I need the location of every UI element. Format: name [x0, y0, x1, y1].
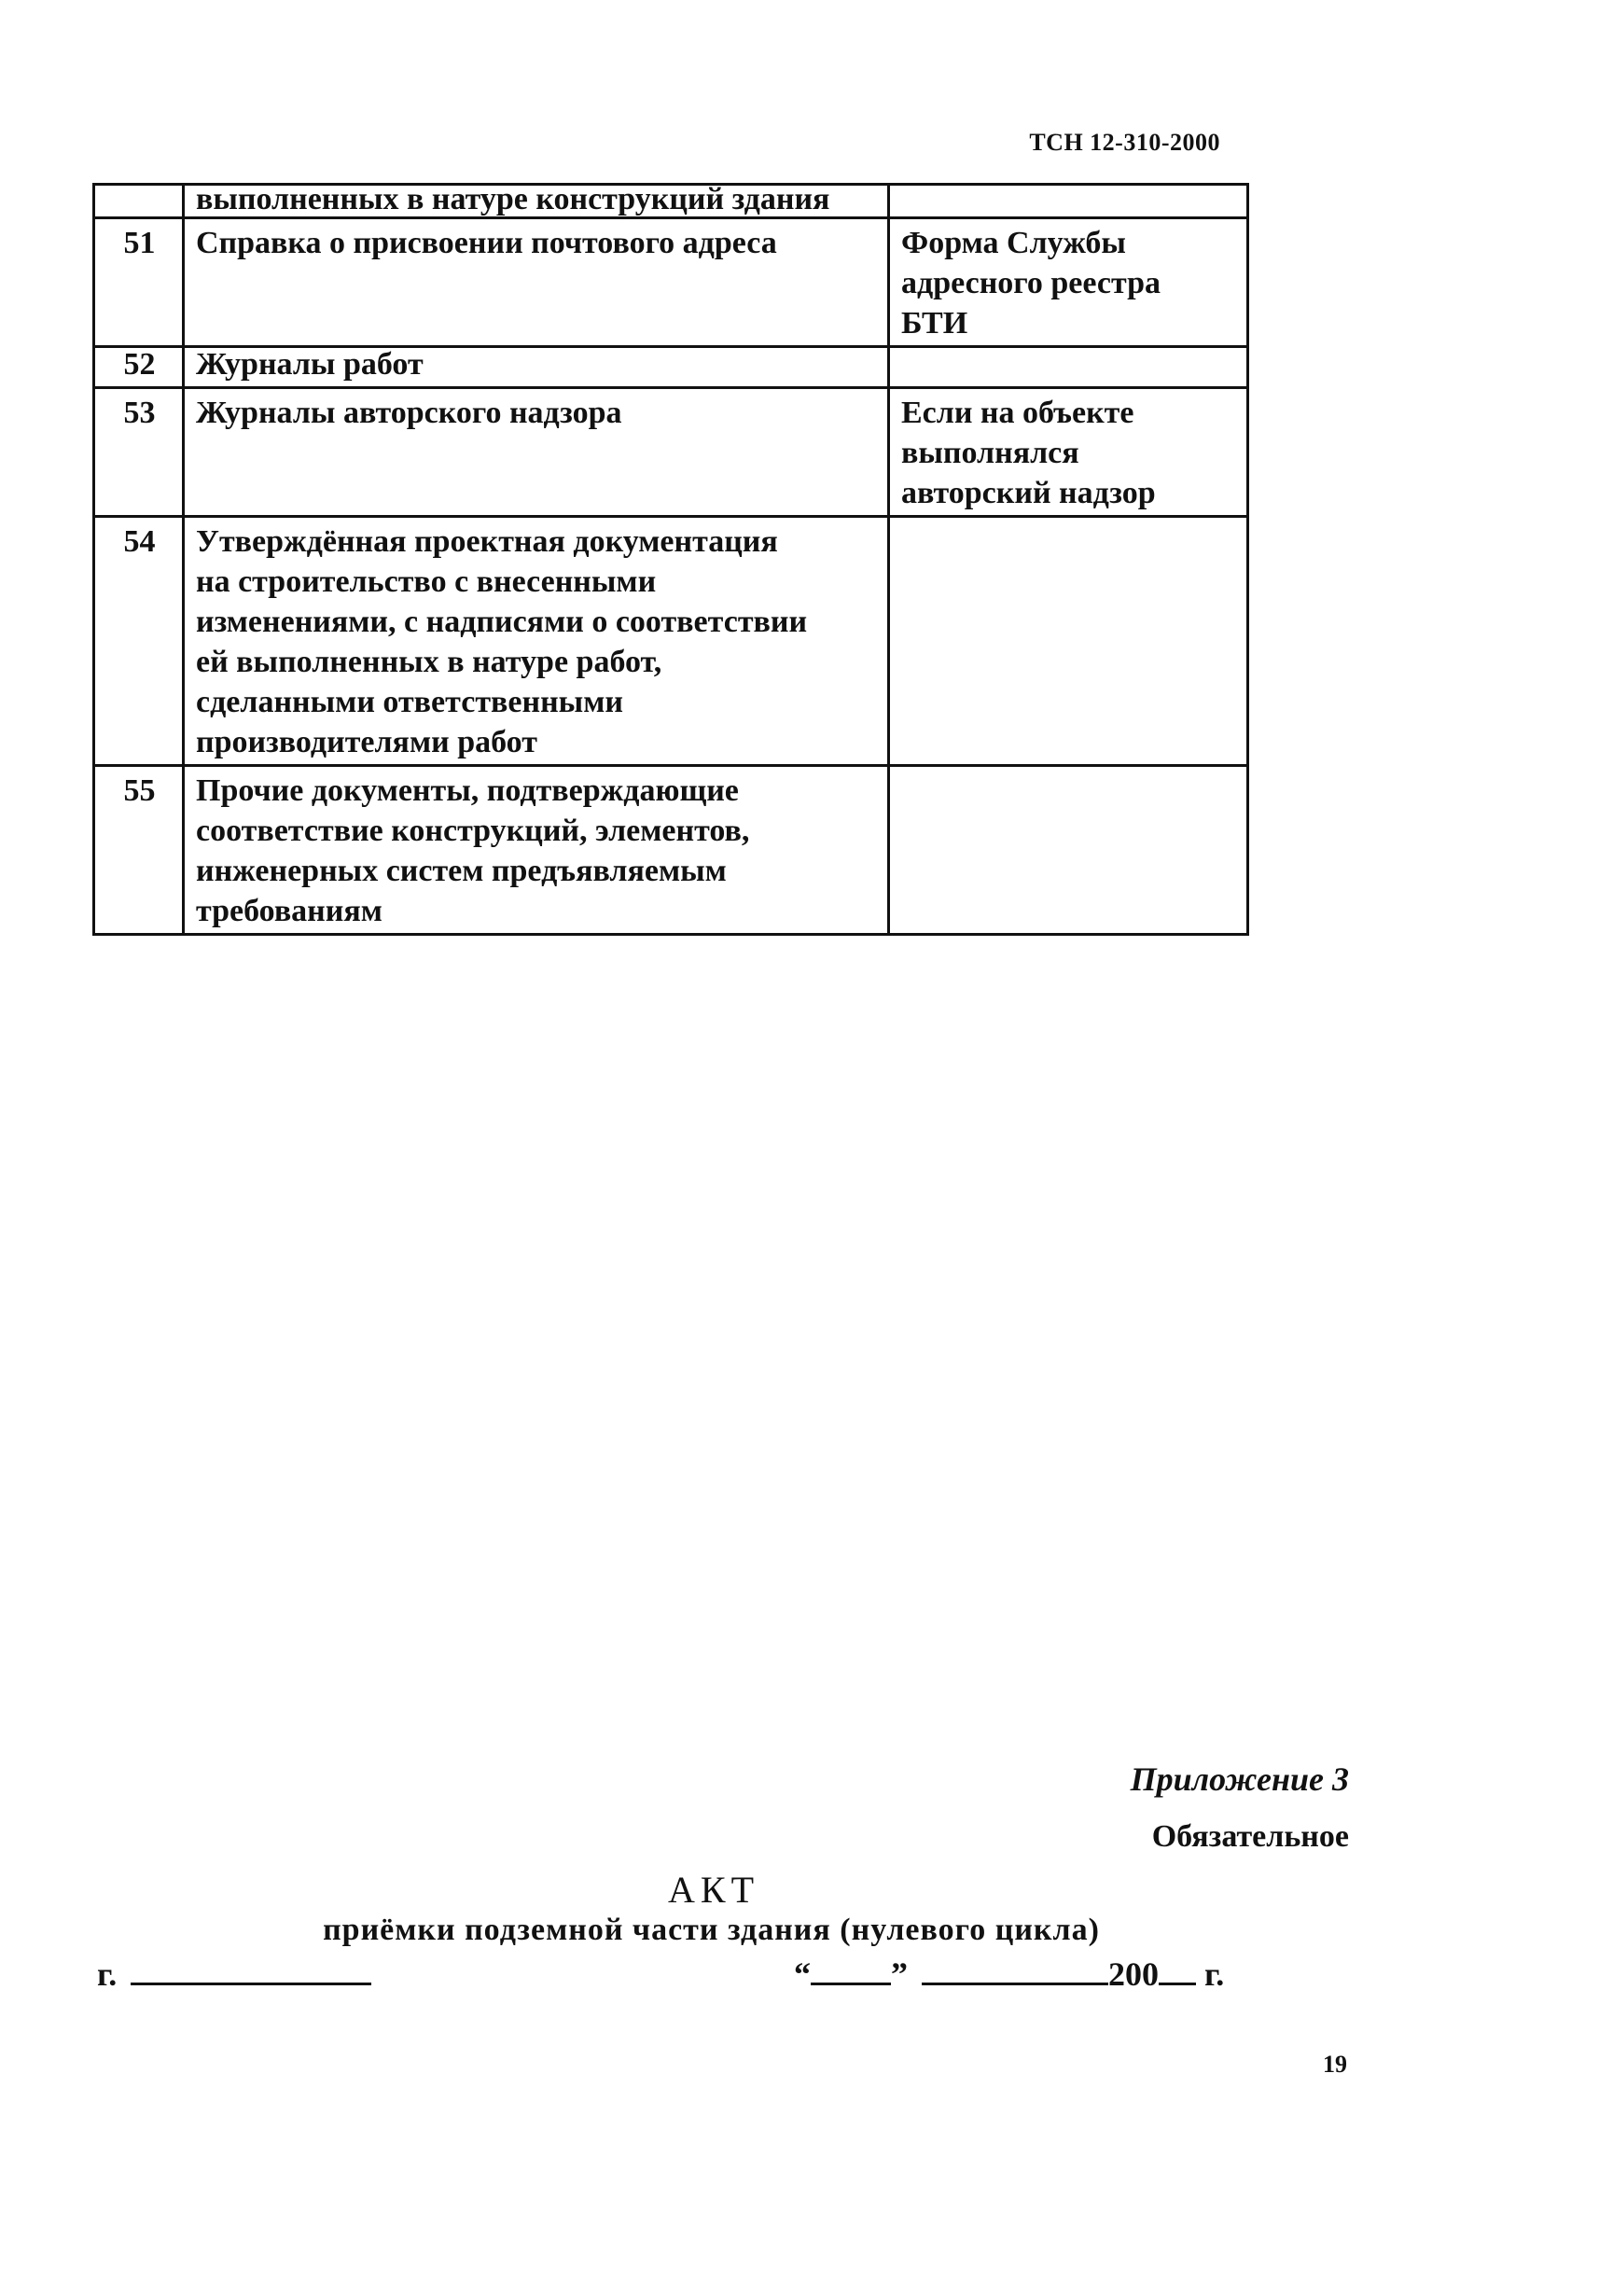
table-row — [94, 517, 1248, 766]
open-quote: “ — [794, 1955, 811, 1993]
act-subtitle: приёмки подземной части здания (нулевого цикла) — [323, 1913, 1100, 1947]
year-suffix: г. — [1204, 1955, 1225, 1993]
document-code: ТСН 12-310-2000 — [1029, 129, 1220, 156]
document-name: Справка о присвоении почтового адреса — [184, 218, 889, 347]
document-name: Журналы авторского надзора — [184, 388, 889, 517]
document-name: Журналы работ — [184, 347, 889, 388]
table-row — [94, 388, 1248, 517]
document-note — [889, 517, 1248, 766]
document-note: Форма Службы адресного реестра БТИ — [889, 218, 1248, 347]
document-note — [889, 185, 1248, 218]
row-number: 52 — [94, 347, 184, 388]
city-line — [97, 1955, 371, 1994]
row-number: 54 — [94, 517, 184, 766]
document-note — [889, 347, 1248, 388]
document-name: Прочие документы, подтверждающие соответствие конструкций, элементов, инженерных систем предъявляемым требованиям — [184, 766, 889, 935]
documents-table — [92, 183, 1249, 936]
row-number: 51 — [94, 218, 184, 347]
row-number: 55 — [94, 766, 184, 935]
appendix-label: Приложение 3 — [1130, 1760, 1349, 1798]
city-prefix: г. — [97, 1955, 118, 1993]
row-number — [94, 185, 184, 218]
table-row — [94, 185, 1248, 218]
page-number: 19 — [1323, 2051, 1347, 2078]
date-line — [794, 1955, 1224, 1994]
table-row — [94, 766, 1248, 935]
act-title: АКТ — [668, 1869, 759, 1911]
document-name: выполненных в натуре конструкций здания — [184, 185, 889, 218]
day-blank — [811, 1958, 891, 1985]
row-number: 53 — [94, 388, 184, 517]
document-note: Если на объекте выполнялся авторский надзор — [889, 388, 1248, 517]
year-blank — [1159, 1958, 1196, 1985]
month-blank — [922, 1958, 1108, 1985]
year-prefix: 200 — [1108, 1955, 1159, 1993]
document-note — [889, 766, 1248, 935]
appendix-status: Обязательное — [1151, 1819, 1349, 1854]
close-quote: ” — [891, 1955, 908, 1993]
document-name: Утверждённая проектная документация на строительство с внесенными изменениями, с надписями о соответствии ей выполненных в натуре работ, сделанными ответственными производителями работ — [184, 517, 889, 766]
city-blank — [131, 1958, 371, 1985]
table-row — [94, 347, 1248, 388]
table-row — [94, 218, 1248, 347]
